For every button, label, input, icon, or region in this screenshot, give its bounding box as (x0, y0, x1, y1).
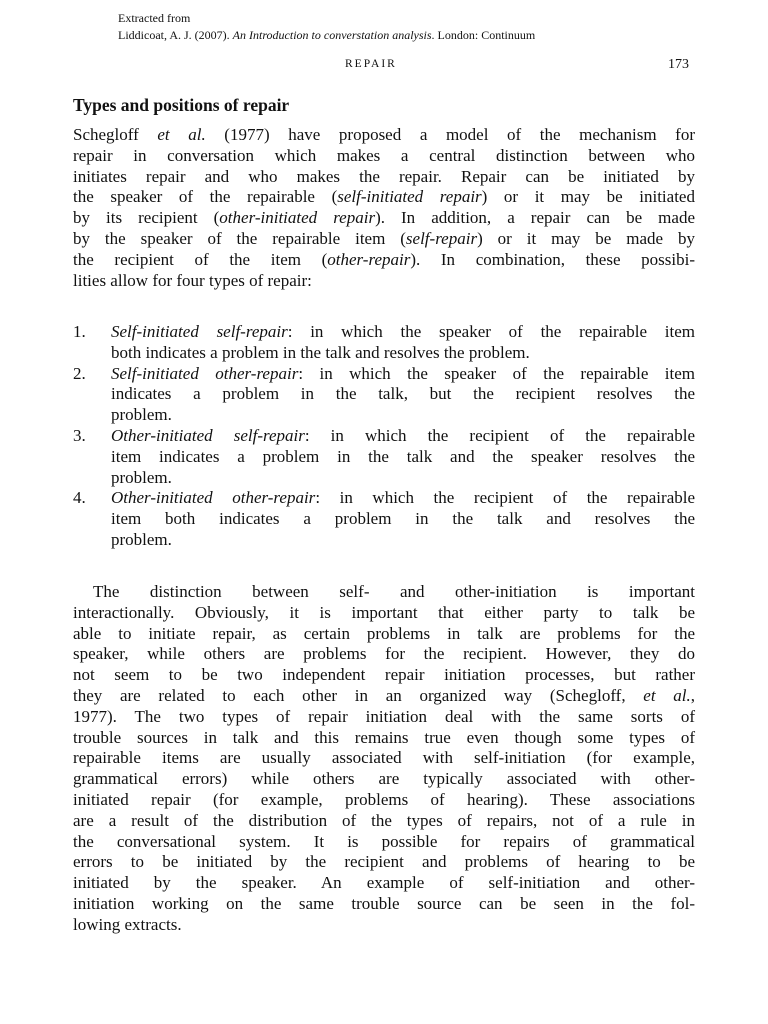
intro-paragraph (73, 125, 695, 291)
text-line: initiation working on the same trouble source can be seen in the fol- (73, 893, 695, 913)
text-line: The distinction between self- and other-initiation is important (93, 582, 695, 601)
text-line: able to initiate repair, as certain problems in talk are problems for the (73, 623, 695, 643)
text-line: 1977). The two types of repair initiation deal with the same sorts of (73, 706, 695, 726)
text-line: speaker, while others are problems for the recipient. However, they do (73, 644, 695, 664)
list-number: 1. (73, 322, 86, 341)
text-line: problem. (111, 405, 172, 425)
list-item (73, 364, 695, 426)
list-number: 3. (73, 425, 86, 445)
text-line: are a result of the distribution of the types of repairs, not of a rule in (73, 810, 695, 830)
list-item (73, 426, 695, 488)
text-line: Other-initiated other-repair: in which the recipient of the repairable (111, 488, 696, 508)
text-line: initiated by the speaker. An example of self-initiation and other- (73, 873, 695, 893)
text-line: Self-initiated other-repair: in which the speaker of the repairable item (111, 363, 695, 383)
text-line: initiates repair and who makes the repair. Repair can be initiated by (73, 166, 695, 186)
list-item (73, 488, 695, 550)
text-line: repair in conversation which makes a central distinction between who (73, 145, 695, 165)
text-line: the conversational system. It is possible for repairs of grammatical (73, 831, 695, 851)
text-line: item indicates a problem in the talk and the speaker resolves the (111, 446, 695, 466)
text-line: not seem to be two independent repair initiation processes, but rather (73, 665, 695, 685)
text-line: interactionally. Obviously, it is important that either party to talk be (73, 602, 695, 622)
text-line: initiated repair (for example, problems of hearing). These associations (73, 789, 695, 809)
text-line: grammatical errors) while others are typically associated with other- (73, 769, 695, 789)
section-heading: Types and positions of repair (73, 95, 290, 115)
text-line: the speaker of the repairable (self-initiated repair) or it may be initiated (73, 187, 695, 207)
text-line: lowing extracts. (73, 914, 182, 934)
list-number: 4. (73, 488, 86, 508)
text-line: item both indicates a problem in the talk and resolves the (111, 509, 695, 529)
text-line: problem. (111, 529, 172, 549)
body-paragraph (73, 582, 695, 936)
text-line: both indicates a problem in the talk and resolves the problem. (111, 342, 530, 362)
text-line: Self-initiated self-repair: in which the speaker of the repairable item (111, 322, 696, 341)
text-line: they are related to each other in an organized way (Schegloff, et al., (73, 685, 695, 705)
text-line: lities allow for four types of repair: (73, 270, 312, 290)
source-line-2: Liddicoat, A. J. (2007). An Introduction to converstation analysis. London: Continuum (118, 28, 536, 42)
repair-types-list (73, 322, 695, 551)
source-citation (118, 10, 535, 44)
source-line-1: Extracted from (118, 11, 191, 25)
text-line: Schegloff et al. (1977) have proposed a model of the mechanism for (73, 125, 695, 144)
list-item (73, 322, 695, 364)
text-line: by its recipient (other-initiated repair). In addition, a repair can be made (73, 208, 695, 228)
text-line: Other-initiated self-repair: in which the recipient of the repairable (111, 425, 695, 445)
text-line: indicates a problem in the talk, but the recipient resolves the (111, 384, 695, 404)
list-number: 2. (73, 363, 86, 383)
text-line: repairable items are usually associated with self-initiation (for example, (73, 748, 695, 768)
text-line: trouble sources in talk and this remains true even though some types of (73, 727, 695, 747)
text-line: errors to be initiated by the recipient and problems of hearing to be (73, 852, 695, 872)
running-head: REPAIR (345, 58, 397, 70)
text-line: problem. (111, 467, 172, 487)
text-line: the recipient of the item (other-repair). In combination, these possibi- (73, 249, 695, 269)
page-number: 173 (668, 57, 689, 72)
text-line: by the speaker of the repairable item (self-repair) or it may be made by (73, 228, 696, 248)
